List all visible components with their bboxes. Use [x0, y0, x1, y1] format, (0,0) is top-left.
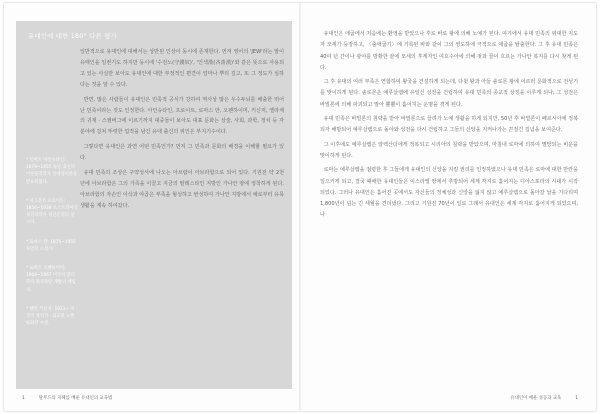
paragraph: 그 이후에도 예루살렘은 알렉산더에게 정복되고 시리아의 침략을 받았으며, 마침내 로마에 의하여 멸망되는 비운을 맞이하게 된다.: [320, 141, 578, 159]
side-note: * 헨리 키신저: 1923~ 미국의 정치가 · 외교관 노벨평화상 수상.: [26, 306, 75, 327]
side-note: * 토마스 만: 1875~1955 독일의 소설가.: [26, 239, 76, 252]
paragraph: 로마는 예루살렘을 점령한 후 그들에게 유대인의 신앙을 지킬 권리를 인정하였으나 유대 민족은 로마에 대한 반란을 일으키게 되고, 결국 패배한 유대인들은 이스라엘 땅에서 추방되어 세계 각지로 흩어지는 디아스포라의 시대가 시작되었다. 그러나 유대인은 흩어진 곳에서도 자신들의 정체성과 신앙을 잃지 않고 예루살렘으로 돌아갈 날을 기다리며 1,800년이 넘는 긴 세월을 견뎌냈다. 그리고 기원전 70년이 일로 그래서 유대인은 세계 각지로 흩어지게 되었으며, 나: [320, 167, 578, 219]
left-page: [4, 3, 300, 411]
paragraph: 유대 민족의 조상은 구약성서에 나오는 아브람이 아브라함으로 되어 있다. 기원전 약 2천 년에 아브라함은 그의 가족을 이끌고 지금의 팔레스타인 지방인 가나안 땅에 정착하게 된다. 아브라함의 자손인 이삭과 야곱은 부족을 형성하고 번성하여 가나안 지방에서 예로부터 유목 생활을 계속 하여갔다.: [80, 170, 284, 209]
page-number: 1: [22, 396, 25, 401]
right-footer: [510, 395, 578, 401]
paragraph: 일반적으로 유대인에 대해서는 상반된 인상이 동시에 존재한다. 먼저 영어의 'JEW'라는 말이 유태인을 일컫기도 하지만 동시에 '수전노(守錢奴)', '인색漢(吝嗇漢)'와 같은 뜻으로 사용되고 있는 사실만 보아도 유대인에 대한 부정적인 편견이 얼마나 뿌리 깊고, 또 그 정도가 심하다는 것을 알 수 있다.: [80, 49, 284, 88]
side-note: * 지그문트 프로이트: 1856~1939 오스트리아의 정신의학자 정신분석의 창시자.: [26, 198, 78, 226]
section-heading: 유대인에 대한 180° 다른 평가: [28, 32, 117, 40]
side-note: * 로버트 오펜하이머: 1904~1967 미국의 물리학자 원자폭탄 개발의 책임자.: [26, 266, 76, 293]
left-footer: [22, 395, 112, 401]
book-spread: [4, 3, 596, 411]
running-title: 탈무드의 지혜를 배운 유대인의 교육법: [38, 396, 113, 401]
left-main-text: [80, 47, 284, 216]
side-note: * 알버트 아인슈타인: 1879~1955 독일 출신의 이론물리학자 상대성이론을 발표하였다.: [26, 158, 78, 185]
side-notes: [26, 157, 78, 339]
paragraph: 그 후 유대의 여러 부족은 연합하여 왕국을 건설하게 되는데, 다윗 왕과 아들 솔로몬 왕에 이르러 문화적으로 전성기를 맞이하게 된다. 솔로몬은 예루살렘에 유일신 성전을 건립하여 유대 민족의 종교적 상징을 이루게 되나, 그 성전은 바빌론에 의해 파괴되고 말아 뿔뿔이 흩어지는 운명을 겪게 된다.: [320, 79, 578, 108]
right-main-text: [320, 29, 578, 225]
page-number: 1: [575, 396, 578, 401]
running-title: 유대인이 배운 성공과 교육: [510, 396, 562, 401]
paragraph: 유대인은 애굽에서 처음에는 환영을 받았으나 후로 바로 왕에 의해 노예가 된다. 여기에서 유대 민족의 위대한 지도자 모세가 등장하고, 〈출애굽기〉에 기록된 바와 같이 그의 영도하에 극적으로 애굽을 탈출한다. 그 후 유대 민족은 40여 년 간이나 광야를 방황한 끝에 모세의 후계자인 여호수아에 의해 젖과 꿀이 흐르는 가나안 복지를 다시 찾게 된다.: [320, 31, 578, 71]
paragraph: 반면, 많은 사람들이 유대인은 민족적 공식가 강하여 역사상 많은 우수두뇌를 배출한 뛰어난 민족이라는 것도 인정한다. 아인슈타인, 프로이트, 로마스 만, 오펜하이머, 키신저, 엘라체의 귀재 · 스필버그에 이르기까지 대중들이 보아도 대표 문화는 상술, 사회, 과학, 정치 등 각 분야에 걸쳐 뚜렷한 업적을 남긴 유대 출신의 위인은 부지기수이다.: [80, 96, 284, 136]
paragraph: 유대 민족은 바빌론의 침략을 받아 바빌론으로 끌려가 노예 생활을 하게 되지만, 50년 후 바빌론이 페르시아에 정복되자 해방되어 예루살렘으로 돌아와 성전을 다시 건립하고 그들의 신앙을 지켜나가는 끈질긴 집념을 보여준다.: [320, 116, 578, 134]
paragraph: 그렇다면 유대인은 과연 어떤 민족인가? 먼저 그 민족과 문화의 배경을 이해할 필요가 있다.: [80, 144, 284, 162]
right-page: [300, 3, 596, 411]
